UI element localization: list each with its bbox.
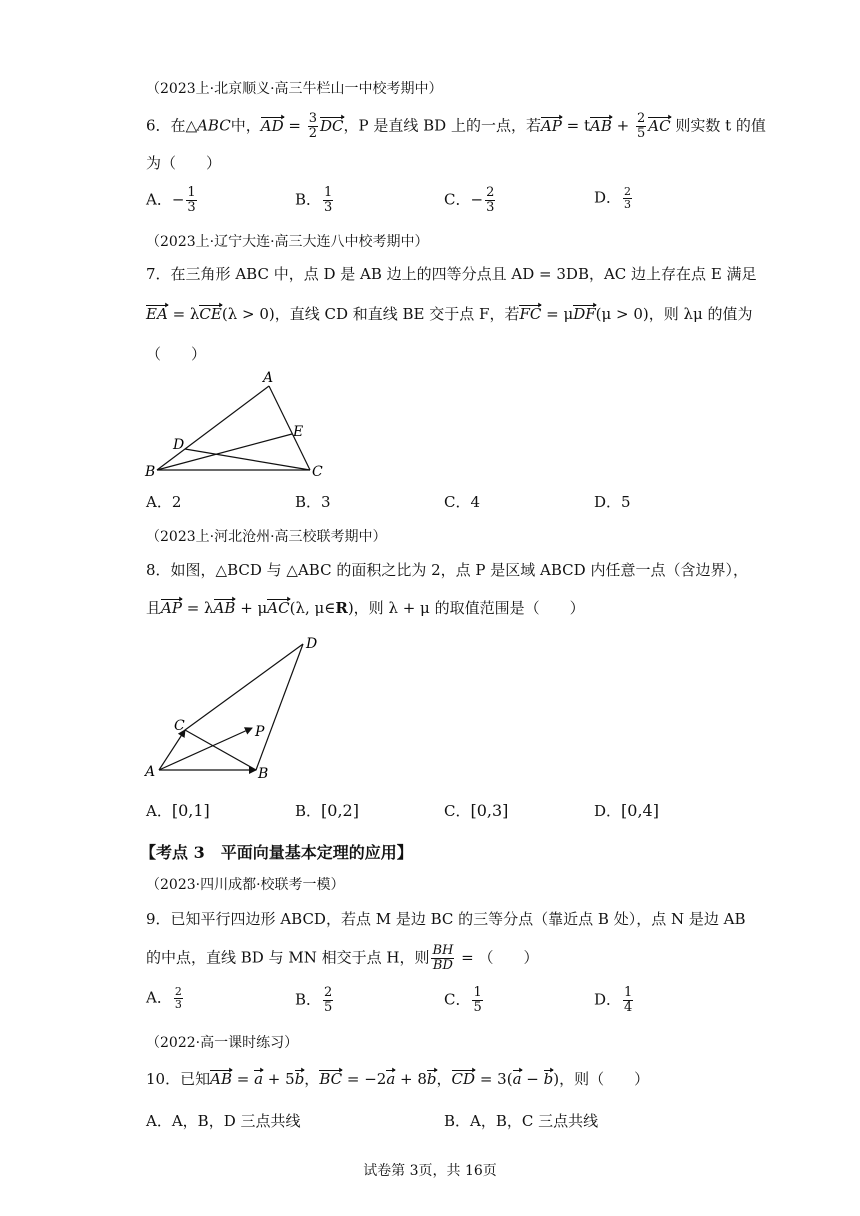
text: + 8 xyxy=(395,1070,427,1088)
question-7-line3: （ ） xyxy=(146,345,207,363)
vector-dc: DC xyxy=(319,116,344,135)
text: = t xyxy=(561,116,591,135)
vector-b: b xyxy=(543,1070,554,1088)
point-label-p: P xyxy=(255,724,265,740)
text: + 5 xyxy=(263,1070,295,1088)
vector-a: a xyxy=(512,1070,522,1088)
text: 中， xyxy=(230,116,261,135)
diagonal-cb xyxy=(185,730,256,770)
interval: [0,2] xyxy=(321,801,359,820)
option-a[interactable]: A．A，B，D 三点共线 xyxy=(146,1112,301,1130)
option-a[interactable] xyxy=(146,186,199,215)
option-c[interactable] xyxy=(444,186,497,215)
question-10-line1 xyxy=(146,1068,649,1089)
option-label: C． xyxy=(444,990,471,1009)
point-label-b: B xyxy=(258,766,269,782)
text: = （ ） xyxy=(456,948,539,967)
question-9-line2 xyxy=(146,944,538,973)
question-9-line1 xyxy=(146,908,746,929)
vector-ea: EA xyxy=(146,305,168,323)
text: ， xyxy=(304,1070,320,1088)
option-b[interactable] xyxy=(295,800,359,821)
fraction xyxy=(623,186,632,211)
option-label: A． xyxy=(146,802,172,820)
side-ab xyxy=(157,386,269,470)
vector-fc: FC xyxy=(519,305,542,323)
point-label-d: D xyxy=(173,437,185,453)
vector-ab: AB xyxy=(590,116,612,135)
option-label: B． xyxy=(295,990,322,1009)
vector-a: a xyxy=(386,1070,396,1088)
text: 在三角形 ABC 中，点 D 是 AB 边上的四等分点且 AD = 3DB，AC 边上存在点 E 满足 xyxy=(170,265,757,283)
text: = xyxy=(231,1070,255,1088)
quadrilateral-figure-q8 xyxy=(140,630,330,782)
side-db xyxy=(256,644,303,770)
numerator: 2 xyxy=(324,985,333,1000)
option-a[interactable] xyxy=(146,986,185,1011)
question-7-line1 xyxy=(146,263,757,284)
option-label: A． xyxy=(146,988,172,1007)
side-ac xyxy=(269,386,310,470)
denominator: 3 xyxy=(324,200,333,215)
option-label: D． xyxy=(594,990,622,1009)
question-8-line1 xyxy=(146,559,748,580)
denominator: 5 xyxy=(324,1000,333,1015)
option-label: B． xyxy=(295,802,322,820)
sign: − xyxy=(470,190,484,209)
denominator: 4 xyxy=(624,1000,633,1015)
denominator: BD xyxy=(432,958,453,973)
page-footer: 试卷第 3页，共 16页 xyxy=(363,1163,497,1179)
vector-b: b xyxy=(426,1070,437,1088)
sign: − xyxy=(171,190,185,209)
text: = 3( xyxy=(475,1070,513,1088)
point-label-e: E xyxy=(293,424,304,440)
fraction xyxy=(636,112,646,141)
question-number: 8． xyxy=(146,561,171,579)
vector-a: a xyxy=(254,1070,264,1088)
text: = λ xyxy=(181,599,214,617)
question-7-line2 xyxy=(146,303,753,324)
source-q9: （2023·四川成都·校联考一模） xyxy=(146,877,345,893)
fraction xyxy=(623,986,633,1015)
vector-bc: BC xyxy=(319,1070,343,1088)
option-b[interactable]: B．3 xyxy=(295,493,331,511)
text: ，则 λμ 的值为 xyxy=(648,305,753,323)
text: ，P 是直线 BD 上的一点，若 xyxy=(343,116,541,135)
interval: [0,1] xyxy=(171,801,210,820)
condition: (λ > 0) xyxy=(221,305,275,323)
numerator: 2 xyxy=(486,185,495,200)
source-q10: （2022·高一课时练习） xyxy=(146,1035,299,1051)
interval: [0,3] xyxy=(470,801,509,820)
denominator: 3 xyxy=(624,198,632,211)
option-label: D． xyxy=(594,802,622,820)
question-number: 7． xyxy=(146,265,171,283)
denominator: 5 xyxy=(473,1000,482,1015)
point-label-b: B xyxy=(145,464,156,478)
vector-ab: AB xyxy=(213,599,236,617)
text: 如图，△BCD 与 △ABC 的面积之比为 2，点 P 是区域 ABCD 内任意一点（含边界）， xyxy=(170,561,748,579)
vector-ad: AD xyxy=(260,116,284,135)
interval: [0,4] xyxy=(621,801,659,820)
text: + μ xyxy=(235,599,268,617)
vector-ac: AC xyxy=(648,116,671,135)
numerator: 1 xyxy=(624,985,633,1000)
option-label: B． xyxy=(295,190,322,209)
text: )，则 λ + μ 的取值范围是（ ） xyxy=(347,599,585,617)
fraction xyxy=(485,186,495,215)
source-q8: （2023上·河北沧州·高三校联考期中） xyxy=(146,529,387,545)
text: = xyxy=(283,116,306,135)
numerator: BH xyxy=(432,943,454,958)
side-cd xyxy=(185,644,303,730)
point-label-c: C xyxy=(312,464,323,478)
triangle-figure-q7 xyxy=(140,366,340,478)
option-d[interactable] xyxy=(594,186,634,211)
denominator: 3 xyxy=(187,200,196,215)
text: 已知 xyxy=(180,1070,211,1088)
denominator: 5 xyxy=(637,126,646,141)
point-label-a: A xyxy=(145,764,156,780)
real-set-symbol: R xyxy=(335,599,348,617)
option-c[interactable]: C．4 xyxy=(444,493,481,511)
text: 已知平行四边形 ABCD，若点 M 是边 BC 的三等分点（靠近点 B 处），点 N 是边 AB xyxy=(170,910,746,928)
vector-ap: AP xyxy=(161,599,182,617)
option-d[interactable] xyxy=(594,800,659,821)
source-q6: （2023上·北京顺义·高三牛栏山一中校考期中） xyxy=(146,81,443,97)
vector-b: b xyxy=(294,1070,305,1088)
vector-df: DF xyxy=(573,305,596,323)
question-6-line2: 为（ ） xyxy=(146,154,222,172)
text: 在 xyxy=(170,116,186,135)
option-a[interactable] xyxy=(146,800,210,821)
point-label-c: C xyxy=(174,718,185,734)
numerator: 1 xyxy=(324,185,333,200)
text: = −2 xyxy=(342,1070,387,1088)
text: = λ xyxy=(167,305,200,323)
denominator: 3 xyxy=(174,998,182,1011)
question-number: 10． xyxy=(146,1070,181,1088)
section-heading: 【考点 3 平面向量基本定理的应用】 xyxy=(140,843,413,862)
option-d[interactable] xyxy=(594,986,635,1015)
numerator: 2 xyxy=(624,185,632,198)
text: )，则（ ） xyxy=(553,1070,650,1088)
option-d[interactable]: D．5 xyxy=(594,493,631,511)
source-q7: （2023上·辽宁大连·高三大连八中校考期中） xyxy=(146,234,429,250)
text: (λ, μ∈ xyxy=(289,599,336,617)
point-label-a: A xyxy=(263,370,274,386)
numerator: 1 xyxy=(473,985,482,1000)
text: 的中点，直线 BD 与 MN 相交于点 H，则 xyxy=(146,948,430,967)
text: ，直线 CD 和直线 BE 交于点 F，若 xyxy=(274,305,520,323)
fraction xyxy=(431,944,454,973)
text: − xyxy=(521,1070,544,1088)
vector-cd: CD xyxy=(451,1070,476,1088)
option-c[interactable] xyxy=(444,986,485,1015)
fraction xyxy=(472,986,482,1015)
option-label: A． xyxy=(146,190,172,209)
denominator: 3 xyxy=(486,200,495,215)
text: ， xyxy=(436,1070,452,1088)
question-6-line1 xyxy=(146,112,766,141)
point-label-d: D xyxy=(306,636,318,652)
fraction xyxy=(174,986,183,1011)
fraction xyxy=(323,186,333,215)
numerator: 2 xyxy=(174,985,182,998)
option-label: C． xyxy=(444,190,471,209)
triangle-label: △ABC xyxy=(185,116,231,135)
condition: (μ > 0) xyxy=(595,305,649,323)
option-label: C． xyxy=(444,802,471,820)
text: 且 xyxy=(146,599,162,617)
numerator: 2 xyxy=(637,111,646,126)
question-number: 9． xyxy=(146,910,171,928)
option-b[interactable] xyxy=(295,986,335,1015)
fraction xyxy=(323,986,333,1015)
option-a[interactable]: A．2 xyxy=(146,493,182,511)
segment-cd xyxy=(185,449,310,470)
text: = μ xyxy=(541,305,574,323)
vector-ac: AC xyxy=(267,599,290,617)
vector-ce: CE xyxy=(199,305,222,323)
denominator: 2 xyxy=(308,126,317,141)
vector-ap: AP xyxy=(540,116,562,135)
fraction xyxy=(308,112,318,141)
option-b[interactable] xyxy=(295,186,335,215)
numerator: 1 xyxy=(187,185,196,200)
numerator: 3 xyxy=(308,111,317,126)
option-label: D． xyxy=(594,188,622,207)
text: + xyxy=(611,116,634,135)
text: 则实数 t 的值 xyxy=(670,116,766,135)
option-b[interactable]: B．A，B，C 三点共线 xyxy=(444,1112,599,1130)
question-8-line2 xyxy=(146,597,585,618)
vector-ab: AB xyxy=(210,1070,232,1088)
fraction xyxy=(186,186,196,215)
question-number: 6． xyxy=(146,116,171,135)
option-c[interactable] xyxy=(444,800,508,821)
